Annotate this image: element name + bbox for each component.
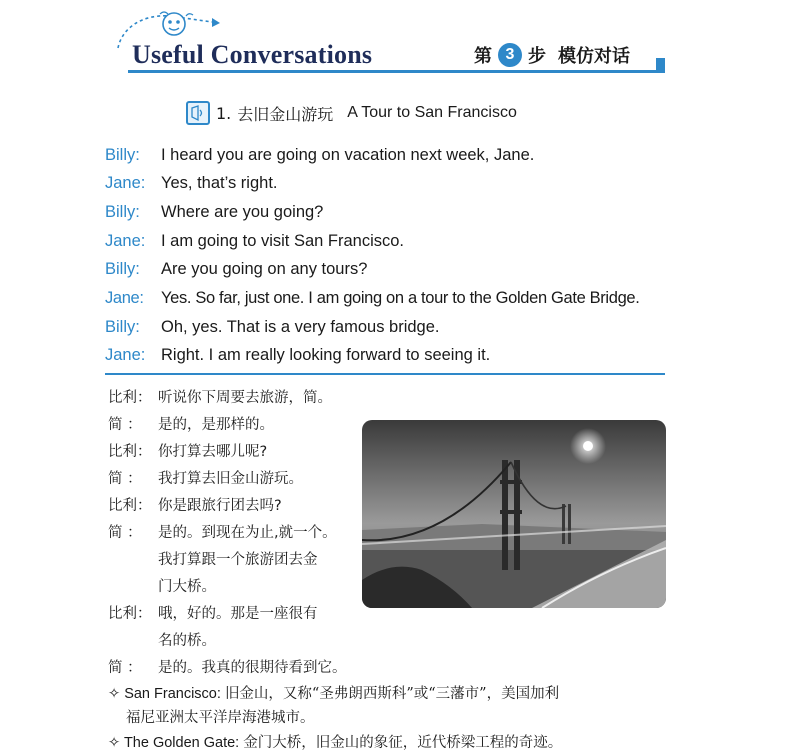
- golden-gate-bridge-photo: [362, 420, 666, 608]
- note-line: [108, 682, 559, 703]
- section-title-cn: 去旧金山游玩: [237, 104, 334, 124]
- dialogue-line: [105, 170, 278, 198]
- audio-icon[interactable]: [186, 101, 210, 125]
- title-underline: [128, 70, 664, 73]
- dialogue-text: Are you going on any tours?: [161, 260, 368, 279]
- dialogue-text: I am going to visit San Francisco.: [161, 231, 405, 250]
- translation-line: [108, 521, 337, 542]
- translation-speaker: 比利：: [108, 606, 152, 622]
- translation-line: [108, 602, 318, 623]
- diamond-bullet-icon: ✧: [108, 686, 121, 702]
- dialogue-text: Right. I am really looking forward to seeing it.: [161, 346, 491, 365]
- note-term: San Francisco:: [124, 686, 221, 702]
- note-text: 旧金山，又称“圣弗朗西斯科”或“三藩市”，美国加利: [224, 686, 560, 702]
- speaker-label: Billy:: [105, 317, 140, 336]
- translation-speaker: 简 ：: [108, 525, 142, 541]
- note-line: [108, 731, 562, 752]
- note-line: [126, 706, 315, 727]
- speaker-label: Billy:: [105, 202, 140, 221]
- step-label: [474, 42, 630, 68]
- translation-line: [108, 629, 216, 650]
- dialogue-line: [105, 285, 639, 313]
- dialogue-text: Oh, yes. That is a very famous bridge.: [161, 317, 440, 336]
- translation-speaker: 比利：: [108, 498, 152, 514]
- translation-speaker: 简 ：: [108, 471, 142, 487]
- translation-text: 是的。我真的很期待看到它。: [158, 660, 347, 676]
- dialogue-text: I heard you are going on vacation next week, Jane.: [161, 145, 535, 164]
- translation-line: [108, 413, 274, 434]
- translation-text: 哦，好的。那是一座很有: [158, 606, 318, 622]
- speaker-label: Jane:: [105, 231, 146, 250]
- page-header: [0, 0, 790, 80]
- step-number-badge: 3: [498, 43, 522, 67]
- note-text: 金门大桥，旧金山的象征，近代桥梁工程的奇迹。: [243, 735, 563, 751]
- speaker-label: Jane:: [105, 174, 146, 193]
- translation-speaker: 比利：: [108, 444, 152, 460]
- translation-text: 听说你下周要去旅游，简。: [158, 390, 332, 406]
- translation-line: [108, 467, 303, 488]
- section-title-en: A Tour to San Francisco: [347, 104, 517, 121]
- translation-text: 是的。到现在为止,就一个。: [158, 525, 337, 541]
- translation-speaker: 简 ：: [108, 660, 142, 676]
- dialogue-line: [105, 227, 404, 255]
- step-suffix: 步: [528, 46, 546, 67]
- speaker-label: Billy:: [105, 260, 140, 279]
- dialogue-text: Yes, that’s right.: [161, 174, 278, 193]
- section-number: 1.: [216, 103, 232, 123]
- dialogue-line: [105, 256, 367, 284]
- translation-text: 你是跟旅行团去吗?: [158, 498, 282, 514]
- dialogue-text: Where are you going?: [161, 202, 324, 221]
- section-divider: [105, 373, 665, 375]
- dialogue-line: [105, 342, 490, 370]
- translation-text: 我打算跟一个旅游团去金: [158, 552, 318, 568]
- translation-text: 门大桥。: [158, 579, 216, 595]
- translation-line: [108, 575, 216, 596]
- section-title: [186, 98, 517, 128]
- title-underline-marker: [656, 58, 665, 73]
- speaker-label: Jane:: [105, 289, 144, 307]
- translation-text: 是的，是那样的。: [158, 417, 274, 433]
- page-title: Useful Conversations: [132, 40, 373, 69]
- dialogue-line: [105, 313, 440, 341]
- dialogue-line: [105, 141, 534, 169]
- translation-line: [108, 548, 318, 569]
- diamond-bullet-icon: ✧: [108, 735, 121, 751]
- translation-line: [108, 494, 282, 515]
- note-text: 福尼亚洲太平洋岸海港城市。: [126, 710, 315, 726]
- translation-text: 我打算去旧金山游玩。: [158, 471, 303, 487]
- translation-speaker: 简 ：: [108, 417, 142, 433]
- step-prefix: 第: [474, 46, 492, 67]
- translation-line: [108, 656, 347, 677]
- translation-speaker: 比利：: [108, 390, 152, 406]
- speaker-label: Billy:: [105, 145, 140, 164]
- translation-line: [108, 440, 267, 461]
- note-term: The Golden Gate:: [123, 735, 240, 751]
- step-name: 模仿对话: [558, 46, 630, 67]
- translation-text: 名的桥。: [158, 633, 216, 649]
- speaker-label: Jane:: [105, 346, 146, 365]
- translation-line: [108, 386, 332, 407]
- dialogue-text: Yes. So far, just one. I am going on a tour to the Golden Gate Bridge.: [161, 289, 640, 307]
- dialogue-line: [105, 198, 323, 226]
- translation-text: 你打算去哪儿呢?: [158, 444, 268, 460]
